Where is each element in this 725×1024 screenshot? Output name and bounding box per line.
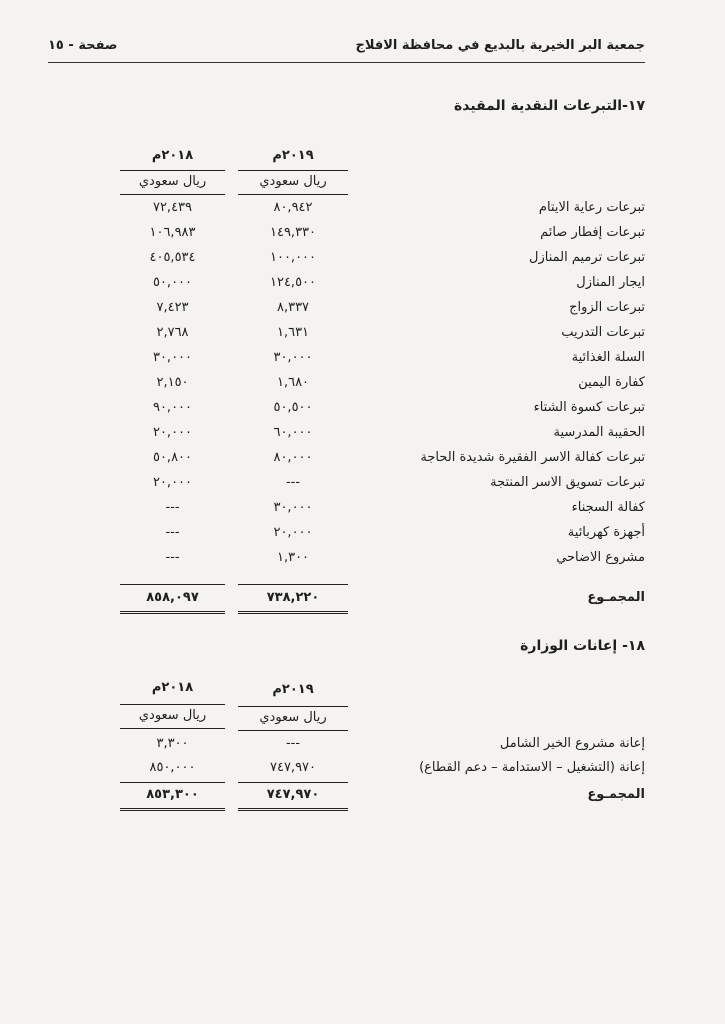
total-2019: ٧٤٧,٩٧٠ [266,787,320,802]
value-2019: ١٢٤,٥٠٠ [269,275,317,290]
table-row [0,525,725,550]
table-row [0,475,725,500]
value-2018: ٢٠,٠٠٠ [152,425,193,440]
value-2019: ٨٠,٠٠٠ [273,450,313,465]
value-2018: ١٠٦,٩٨٣ [149,225,196,240]
total-row [0,590,725,615]
section-17-title: ١٧-التبرعات النقدية المقيدة [454,98,645,114]
value-2019: ١,٣٠٠ [276,550,310,565]
value-2019: ٣٠,٠٠٠ [273,350,313,365]
s17-year-2019: ٢٠١٩م [272,148,314,163]
table-row [0,350,725,375]
page-header [48,36,645,60]
row-label: إعانة (التشغيل – الاستدامة – دعم القطاع) [419,760,645,775]
s17-total-double-rule-2019 [238,611,348,614]
s18-currency-2018: ريال سعودي [138,708,207,723]
row-label: ايجار المنازل [576,275,645,290]
row-label: مشروع الاضاحي [556,550,645,565]
row-label: كفالة السجناء [571,500,645,515]
total-2019: ٧٣٨,٢٢٠ [266,590,320,605]
value-2019: ٨,٣٣٧ [276,300,310,315]
row-label: تبرعات تسويق الاسر المنتجة [490,475,645,490]
value-2018: --- [165,500,180,515]
value-2019: ١,٦٣١ [276,325,310,340]
value-2018: ٣٠,٠٠٠ [152,350,193,365]
s18-total-double-rule-2018 [120,808,225,811]
s18-total-double-rule-2019 [238,808,348,811]
s17-currency-2019: ريال سعودي [259,174,327,189]
value-2019: --- [285,736,301,751]
table-row [0,500,725,525]
value-2019: ٥٠,٥٠٠ [273,400,313,415]
value-2018: ٢٠,٠٠٠ [152,475,193,490]
row-label: كفارة اليمين [578,375,645,390]
total-2018: ٨٥٣,٣٠٠ [146,787,199,802]
value-2018: ٤٠٥,٥٣٤ [149,250,196,265]
row-label: تبرعات التدريب [561,325,645,340]
s17-header-rule-2019 [238,170,348,171]
s17-currency-2018: ريال سعودي [138,174,207,189]
value-2019: ١٤٩,٣٣٠ [269,225,317,240]
table-row [0,760,725,785]
table-row [0,550,725,575]
value-2018: ٣,٣٠٠ [156,736,189,751]
s18-currency-rule-2019 [238,730,348,731]
s17-currency-rule-2018 [120,194,225,195]
value-2018: ٥٠,٠٠٠ [152,275,193,290]
section-18-title: ١٨- إعانات الوزارة [520,638,645,654]
table-row [0,450,725,475]
s18-total-rule-2019 [238,782,348,783]
s18-year-2019: ٢٠١٩م [272,682,314,697]
organization-title: جمعية البر الخيرية بالبديع في محافظة الافلاج [355,38,645,53]
table-row [0,275,725,300]
total-label: المجمـوع [587,787,645,802]
value-2019: ٦٠,٠٠٠ [273,425,313,440]
table-row [0,400,725,425]
total-2018: ٨٥٨,٠٩٧ [146,590,199,605]
row-label: تبرعات كفالة الاسر الفقيرة شديدة الحاجة [420,450,645,465]
row-label: تبرعات ترميم المنازل [529,250,645,265]
value-2018: ٢,٧٦٨ [156,325,189,340]
value-2018: ٧٢,٤٣٩ [152,200,193,215]
value-2019: ٢٠,٠٠٠ [273,525,313,540]
table-row [0,225,725,250]
s18-total-rule-2018 [120,782,225,783]
value-2019: ٣٠,٠٠٠ [273,500,313,515]
table-row [0,250,725,275]
s17-currency-rule-2019 [238,194,348,195]
value-2019: ٧٤٧,٩٧٠ [269,760,317,775]
value-2018: ٢,١٥٠ [156,375,189,390]
s18-header-rule-2018 [120,704,225,705]
value-2019: ٨٠,٩٤٢ [273,200,313,215]
s17-year-2018: ٢٠١٨م [151,148,194,163]
row-label: الحقيبة المدرسية [553,425,645,440]
value-2018: ٧,٤٢٣ [156,300,189,315]
s17-total-double-rule-2018 [120,611,225,614]
row-label: تبرعات رعاية الايتام [538,200,645,215]
total-row [0,787,725,812]
value-2019: ١٠٠,٠٠٠ [269,250,317,265]
total-label: المجمـوع [587,590,645,605]
row-label: تبرعات الزواج [569,300,645,315]
table-row [0,425,725,450]
row-label: تبرعات إفطار صائم [540,225,645,240]
s17-total-rule-2018 [120,584,225,585]
s18-header-rule-2019 [238,706,348,707]
row-label: أجهزة كهربائية [567,525,645,540]
row-label: تبرعات كسوة الشتاء [533,400,645,415]
s18-currency-rule-2018 [120,728,225,729]
row-label: السلة الغذائية [571,350,645,365]
table-row [0,375,725,400]
table-row [0,736,725,761]
s17-total-rule-2019 [238,584,348,585]
value-2018: ٩٠,٠٠٠ [152,400,193,415]
value-2018: --- [165,525,180,540]
s18-currency-2019: ريال سعودي [259,710,327,725]
table-row [0,300,725,325]
value-2018: --- [165,550,180,565]
table-row [0,325,725,350]
s18-year-2018: ٢٠١٨م [151,680,194,695]
page-number: صفحة - ١٥ [48,38,118,53]
s17-header-rule-2018 [120,170,225,171]
row-label: إعانة مشروع الخير الشامل [499,736,645,751]
value-2018: ٨٥٠,٠٠٠ [149,760,196,775]
value-2018: ٥٠,٨٠٠ [152,450,193,465]
header-rule [48,62,645,63]
table-row [0,200,725,225]
value-2019: ١,٦٨٠ [276,375,310,390]
value-2019: --- [285,475,301,490]
